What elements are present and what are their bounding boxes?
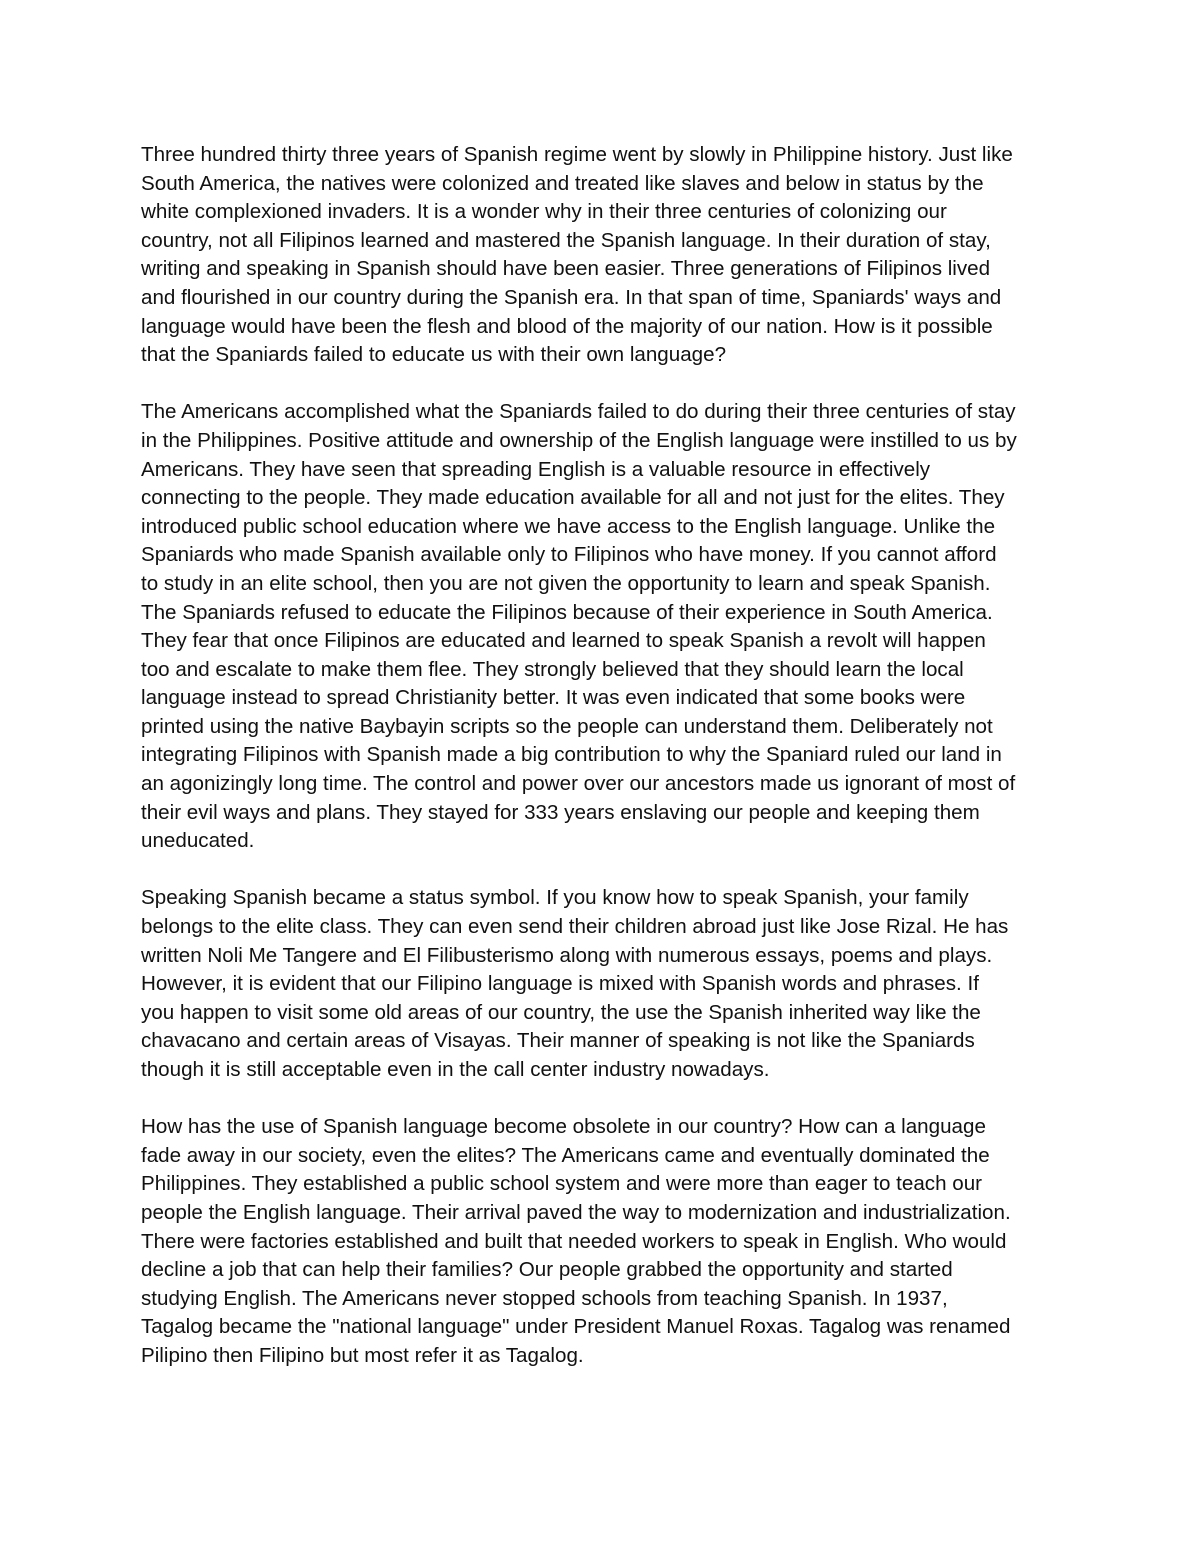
text-line: The Spaniards refused to educate the Filipinos because of their experience in South America. <box>141 600 993 624</box>
text-line: Spaniards who made Spanish available only to Filipinos who have money. If you cannot afford <box>141 543 997 567</box>
text-line: They fear that once Filipinos are educated and learned to speak Spanish a revolt will happen <box>141 629 986 653</box>
text-line: The Americans accomplished what the Spaniards failed to do during their three centuries of stay <box>141 400 1016 424</box>
text-line: connecting to the people. They made education available for all and not just for the elites. They <box>141 486 1005 510</box>
text-line: Pilipino then Filipino but most refer it as Tagalog. <box>141 1343 584 1367</box>
text-line: There were factories established and built that needed workers to speak in English. Who would <box>141 1229 1007 1253</box>
paragraph-4 <box>141 1113 1071 1370</box>
text-line: fade away in our society, even the elites? The Americans came and eventually dominated the <box>141 1143 990 1167</box>
text-line: integrating Filipinos with Spanish made a big contribution to why the Spaniard ruled our land in <box>141 743 1002 767</box>
text-line: Philippines. They established a public school system and were more than eager to teach our <box>141 1172 983 1196</box>
text-line: language would have been the flesh and blood of the majority of our nation. How is it possible <box>141 314 993 338</box>
text-line: Three hundred thirty three years of Spanish regime went by slowly in Philippine history. Just like <box>141 143 1013 166</box>
text-line: studying English. The Americans never stopped schools from teaching Spanish. In 1937, <box>141 1286 948 1310</box>
text-line: belongs to the elite class. They can even send their children abroad just like Jose Rizal. He has <box>141 915 1009 939</box>
text-line: an agonizingly long time. The control and power over our ancestors made us ignorant of most of <box>141 772 1016 796</box>
text-line: that the Spaniards failed to educate us with their own language? <box>141 343 727 367</box>
text-line: chavacano and certain areas of Visayas. Their manner of speaking is not like the Spaniards <box>141 1029 975 1053</box>
text-line: you happen to visit some old areas of our country, the use the Spanish inherited way like the <box>141 1000 981 1024</box>
text-line: people the English language. Their arrival paved the way to modernization and industrialization. <box>141 1200 1011 1224</box>
paragraph-3 <box>141 884 1071 1084</box>
paragraph-1 <box>141 141 1071 370</box>
text-line: though it is still acceptable even in the call center industry nowadays. <box>141 1058 770 1081</box>
text-line: Tagalog became the "national language" under President Manuel Roxas. Tagalog was renamed <box>141 1315 1011 1339</box>
text-line: and flourished in our country during the Spanish era. In that span of time, Spaniards' ways and <box>141 285 1002 309</box>
text-line: introduced public school education where we have access to the English language. Unlike the <box>141 514 996 538</box>
text-line: Speaking Spanish became a status symbol. If you know how to speak Spanish, your family <box>141 886 969 910</box>
text-line: uneducated. <box>141 829 255 853</box>
text-line: written Noli Me Tangere and El Filibusterismo along with numerous essays, poems and plays. <box>141 943 993 967</box>
text-line: white complexioned invaders. It is a wonder why in their three centuries of colonizing our <box>141 200 947 224</box>
text-line: However, it is evident that our Filipino language is mixed with Spanish words and phrases. If <box>141 972 979 996</box>
text-line: to study in an elite school, then you are not given the opportunity to learn and speak Spanish. <box>141 571 991 595</box>
document-body <box>141 141 1071 1399</box>
text-line: language instead to spread Christianity better. It was even indicated that some books were <box>141 686 966 710</box>
text-line: Americans. They have seen that spreading English is a valuable resource in effectively <box>141 457 931 481</box>
text-line: South America, the natives were colonized and treated like slaves and below in status by the <box>141 171 984 195</box>
text-line: decline a job that can help their families? Our people grabbed the opportunity and started <box>141 1258 953 1282</box>
paragraph-2 <box>141 398 1071 856</box>
text-line: writing and speaking in Spanish should have been easier. Three generations of Filipinos lived <box>141 257 991 281</box>
text-line: printed using the native Baybayin scripts so the people can understand them. Deliberately not <box>141 714 993 738</box>
text-line: too and escalate to make them flee. They strongly believed that they should learn the local <box>141 657 964 681</box>
text-line: How has the use of Spanish language become obsolete in our country? How can a language <box>141 1115 986 1139</box>
text-line: country, not all Filipinos learned and mastered the Spanish language. In their duration of stay, <box>141 228 991 252</box>
text-line: in the Philippines. Positive attitude and ownership of the English language were instilled to us by <box>141 428 1017 452</box>
text-line: their evil ways and plans. They stayed for 333 years enslaving our people and keeping them <box>141 800 980 824</box>
